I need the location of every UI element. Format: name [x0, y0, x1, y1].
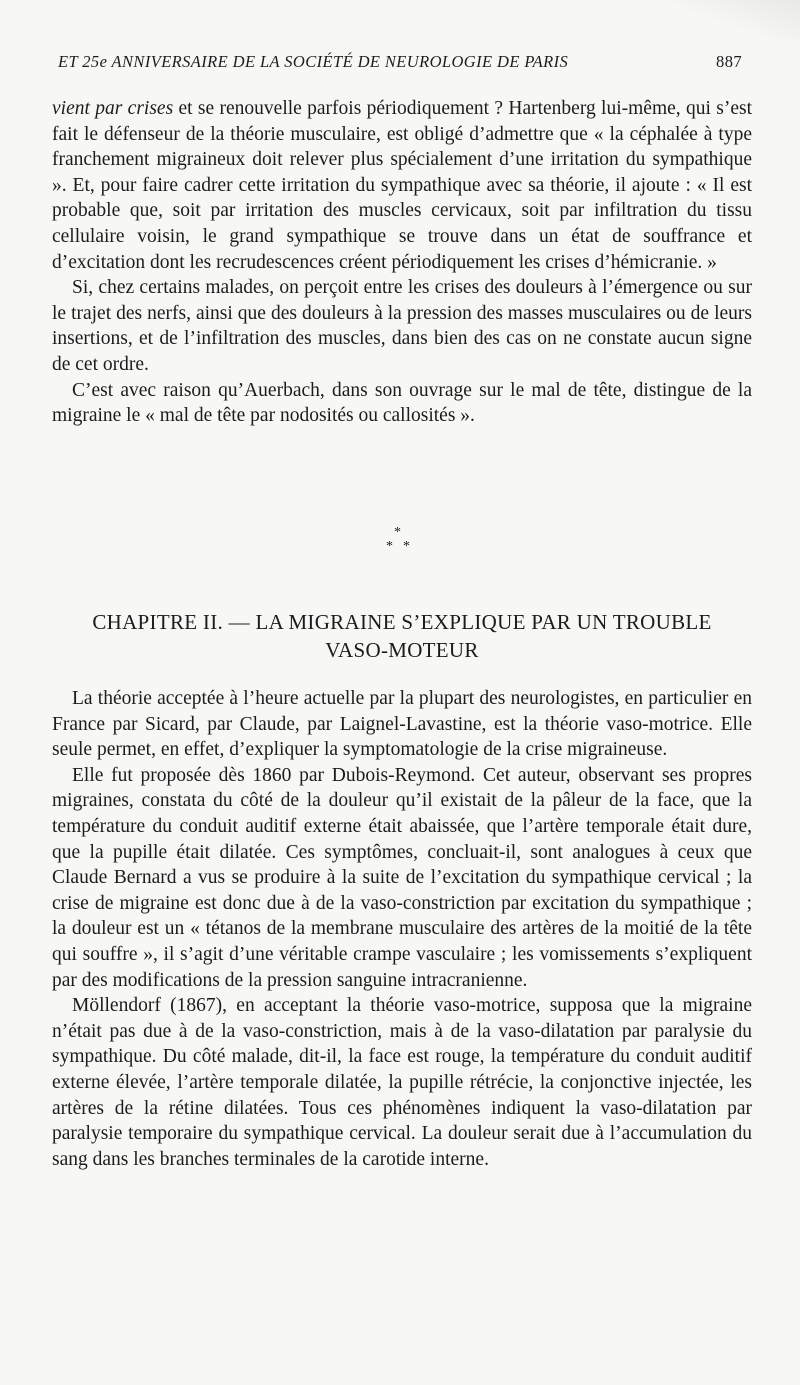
- page-number: 887: [716, 52, 742, 71]
- section-vaso-moteur: [52, 686, 752, 1172]
- paragraph: Si, chez certains malades, on perçoit entre les crises des douleurs à l’émergence ou sur le trajet des nerfs, ainsi que des douleurs à la pression des masses musculaires ou de leurs insertions, et de l’infiltration des muscles, dans bien des cas on ne constate aucun signe de cet ordre.: [52, 277, 752, 375]
- paragraph: Möllendorf (1867), en acceptant la théorie vaso-motrice, supposa que la migraine n’était pas due à de la vaso-constriction, mais à de la vaso-dilatation par paralysie du sympathique. Du côté malade, dit-il, la face est rouge, la température du conduit auditif externe élevée, l’artère temporale dilatée, la pupille rétrécie, la conjonctive injectée, les artères de la rétine dilatées. Tous ces phénomènes indiquent la vaso-dilatation par paralysie temporaire du sympathique cervical. La douleur serait due à l’accumulation du sang dans les branches terminales de la carotide interne.: [52, 995, 752, 1170]
- italic-lead: vient par crises: [52, 98, 174, 119]
- asterisk: *: [394, 525, 401, 540]
- chapter-title-line: CHAPITRE II. — LA MIGRAINE S’EXPLIQUE PAR UN TROUBLE: [92, 610, 712, 634]
- asterisk: *: [386, 539, 393, 554]
- asterism-separator: [376, 524, 424, 558]
- running-title: ET 25e ANNIVERSAIRE DE LA SOCIÉTÉ DE NEUROLOGIE DE PARIS: [58, 52, 569, 71]
- paragraph: Elle fut proposée dès 1860 par Dubois-Reymond. Cet auteur, observant ses propres migraines, constata du côté de la douleur qu’il existait de la pâleur de la face, que la température du conduit auditif externe était abaissée, que l’artère temporale était dure, que la pupille était dilatée. Ces symptômes, concluait-il, sont analogues à ceux que Claude Bernard a vus se produire à la suite de l’excitation du sympathique cervical ; la crise de migraine est donc due à de la vaso-constriction par excitation du sympathique ; la douleur est un « tétanos de la membrane musculaire des artères de la moitié de la tête qui souffre », il s’agit d’une véritable crampe vasculaire ; les vomissements s’expliquent par des modifications de la pression sanguine intracranienne.: [52, 764, 752, 991]
- section-hartenberg: [52, 96, 752, 429]
- asterisk: *: [403, 539, 410, 554]
- chapter-title-line: VASO-MOTEUR: [325, 638, 479, 662]
- paragraph-text: et se renouvelle parfois périodiquement ? Hartenberg lui-même, qui s’est fait le défenseur de la théorie musculaire, est obligé d’admettre que « la céphalée à type franchement migraineux doit relever plus spécialement d’une irritation du sympathique ». Et, pour faire cadrer cette irritation du sympathique avec sa théorie, il ajoute : « Il est probable que, soit par irritation des muscles cervicaux, soit par infiltration du tissu cellulaire voisin, le grand sympathique se trouve dans un état de souffrance et d’excitation dont les recrudescences créent périodiquement les crises d’hémicranie. »: [52, 98, 753, 273]
- running-header: [58, 52, 742, 72]
- paragraph: La théorie acceptée à l’heure actuelle par la plupart des neurologistes, en particulier en France par Sicard, par Claude, par Laignel-Lavastine, est la théorie vaso-motrice. Elle seule permet, en effet, d’expliquer la symptomatologie de la crise migraineuse.: [52, 688, 752, 761]
- page-corner-shadow: [640, 0, 800, 40]
- paragraph: C’est avec raison qu’Auerbach, dans son ouvrage sur le mal de tête, distingue de la migraine le « mal de tête par nodosités ou callosités ».: [52, 379, 752, 427]
- chapter-title: [52, 608, 752, 664]
- paragraph: [52, 96, 752, 275]
